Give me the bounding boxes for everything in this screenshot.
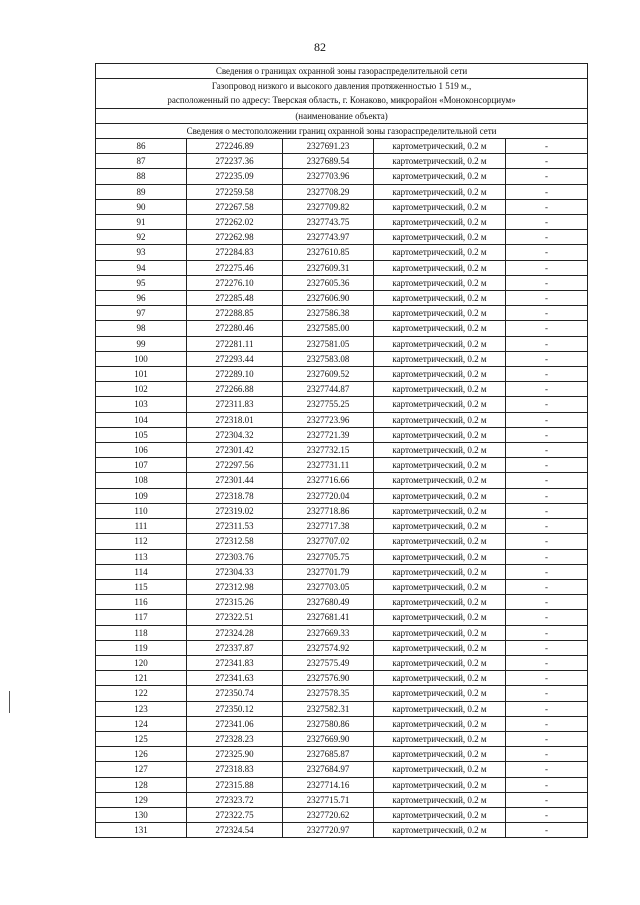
coord-x-cell: 272318.78 [187,488,283,503]
coord-y-cell: 2327701.79 [283,564,374,579]
point-number-cell: 115 [96,579,187,594]
coord-x-cell: 272311.53 [187,519,283,534]
method-cell: картометрический, 0.2 м [374,686,506,701]
note-cell: - [506,351,588,366]
coord-x-cell: 272280.46 [187,321,283,336]
coord-y-cell: 2327708.29 [283,184,374,199]
coord-y-cell: 2327716.66 [283,473,374,488]
coord-y-cell: 2327689.54 [283,154,374,169]
method-cell: картометрический, 0.2 м [374,731,506,746]
note-cell: - [506,473,588,488]
table-row [96,351,588,366]
method-cell: картометрический, 0.2 м [374,291,506,306]
coord-x-cell: 272276.10 [187,275,283,290]
coord-y-cell: 2327586.38 [283,306,374,321]
coord-x-cell: 272318.83 [187,762,283,777]
object-caption: (наименование объекта) [96,108,588,123]
point-number-cell: 130 [96,807,187,822]
note-cell: - [506,139,588,154]
method-cell: картометрический, 0.2 м [374,321,506,336]
method-cell: картометрический, 0.2 м [374,655,506,670]
table-row [96,503,588,518]
coord-y-cell: 2327744.87 [283,382,374,397]
coord-x-cell: 272341.63 [187,671,283,686]
coord-y-cell: 2327581.05 [283,336,374,351]
table-row [96,762,588,777]
coord-x-cell: 272322.51 [187,610,283,625]
coord-x-cell: 272267.58 [187,199,283,214]
coord-y-cell: 2327720.97 [283,823,374,838]
point-number-cell: 119 [96,640,187,655]
table-row [96,716,588,731]
table-row [96,640,588,655]
coord-x-cell: 272324.54 [187,823,283,838]
point-number-cell: 103 [96,397,187,412]
coord-x-cell: 272304.33 [187,564,283,579]
method-cell: картометрический, 0.2 м [374,671,506,686]
table-row [96,275,588,290]
note-cell: - [506,275,588,290]
coord-y-cell: 2327723.96 [283,412,374,427]
table-row [96,230,588,245]
table-row [96,792,588,807]
note-cell: - [506,184,588,199]
table-row [96,595,588,610]
coord-x-cell: 272315.88 [187,777,283,792]
point-number-cell: 88 [96,169,187,184]
method-cell: картометрический, 0.2 м [374,154,506,169]
point-number-cell: 89 [96,184,187,199]
table-row [96,534,588,549]
table-row [96,777,588,792]
method-cell: картометрический, 0.2 м [374,610,506,625]
object-row [96,79,588,108]
coord-x-cell: 272324.28 [187,625,283,640]
method-cell: картометрический, 0.2 м [374,397,506,412]
coord-y-cell: 2327703.96 [283,169,374,184]
coord-y-cell: 2327575.49 [283,655,374,670]
point-number-cell: 99 [96,336,187,351]
method-cell: картометрический, 0.2 м [374,427,506,442]
coord-y-cell: 2327578.35 [283,686,374,701]
coord-x-cell: 272275.46 [187,260,283,275]
coord-x-cell: 272315.26 [187,595,283,610]
method-cell: картометрический, 0.2 м [374,701,506,716]
method-cell: картометрический, 0.2 м [374,473,506,488]
method-cell: картометрический, 0.2 м [374,807,506,822]
point-number-cell: 96 [96,291,187,306]
note-cell: - [506,367,588,382]
note-cell: - [506,792,588,807]
note-cell: - [506,291,588,306]
point-number-cell: 108 [96,473,187,488]
point-number-cell: 126 [96,747,187,762]
note-cell: - [506,321,588,336]
note-cell: - [506,260,588,275]
coord-x-cell: 272350.74 [187,686,283,701]
method-cell: картометрический, 0.2 м [374,215,506,230]
note-cell: - [506,519,588,534]
coord-x-cell: 272289.10 [187,367,283,382]
coord-y-cell: 2327743.97 [283,230,374,245]
coord-x-cell: 272312.58 [187,534,283,549]
method-cell: картометрический, 0.2 м [374,260,506,275]
table-row [96,367,588,382]
table-row [96,625,588,640]
coord-y-cell: 2327732.15 [283,443,374,458]
method-cell: картометрический, 0.2 м [374,382,506,397]
coord-x-cell: 272328.23 [187,731,283,746]
coord-x-cell: 272281.11 [187,336,283,351]
coord-y-cell: 2327580.86 [283,716,374,731]
note-cell: - [506,716,588,731]
note-cell: - [506,169,588,184]
method-cell: картометрический, 0.2 м [374,306,506,321]
method-cell: картометрический, 0.2 м [374,792,506,807]
point-number-cell: 104 [96,412,187,427]
table-row [96,154,588,169]
point-number-cell: 100 [96,351,187,366]
note-cell: - [506,549,588,564]
method-cell: картометрический, 0.2 м [374,640,506,655]
point-number-cell: 113 [96,549,187,564]
coord-y-cell: 2327731.11 [283,458,374,473]
coord-y-cell: 2327718.86 [283,503,374,518]
point-number-cell: 92 [96,230,187,245]
coord-x-cell: 272323.72 [187,792,283,807]
point-number-cell: 110 [96,503,187,518]
coord-x-cell: 272266.88 [187,382,283,397]
method-cell: картометрический, 0.2 м [374,443,506,458]
point-number-cell: 129 [96,792,187,807]
note-cell: - [506,397,588,412]
coord-y-cell: 2327714.16 [283,777,374,792]
coord-x-cell: 272237.36 [187,154,283,169]
table-row [96,336,588,351]
note-cell: - [506,671,588,686]
table-row [96,306,588,321]
coord-x-cell: 272311.83 [187,397,283,412]
point-number-cell: 122 [96,686,187,701]
table-row [96,747,588,762]
point-number-cell: 102 [96,382,187,397]
coord-x-cell: 272319.02 [187,503,283,518]
coord-y-cell: 2327709.82 [283,199,374,214]
method-cell: картометрический, 0.2 м [374,625,506,640]
table-row [96,412,588,427]
table-row [96,564,588,579]
coord-x-cell: 272303.76 [187,549,283,564]
coord-x-cell: 272288.85 [187,306,283,321]
point-number-cell: 109 [96,488,187,503]
coord-x-cell: 272341.06 [187,716,283,731]
coord-y-cell: 2327609.31 [283,260,374,275]
table-row [96,443,588,458]
point-number-cell: 124 [96,716,187,731]
table-row [96,579,588,594]
coord-x-cell: 272312.98 [187,579,283,594]
coord-y-cell: 2327684.97 [283,762,374,777]
coord-y-cell: 2327605.36 [283,275,374,290]
point-number-cell: 114 [96,564,187,579]
coord-y-cell: 2327669.90 [283,731,374,746]
table-row [96,458,588,473]
table-row [96,382,588,397]
point-number-cell: 120 [96,655,187,670]
note-cell: - [506,336,588,351]
method-cell: картометрический, 0.2 м [374,275,506,290]
point-number-cell: 131 [96,823,187,838]
note-cell: - [506,488,588,503]
note-cell: - [506,534,588,549]
table-row [96,245,588,260]
coord-y-cell: 2327583.08 [283,351,374,366]
coord-y-cell: 2327680.49 [283,595,374,610]
point-number-cell: 118 [96,625,187,640]
coord-y-cell: 2327582.31 [283,701,374,716]
point-number-cell: 106 [96,443,187,458]
coord-y-cell: 2327609.52 [283,367,374,382]
method-cell: картометрический, 0.2 м [374,716,506,731]
method-cell: картометрический, 0.2 м [374,351,506,366]
point-number-cell: 90 [96,199,187,214]
coord-y-cell: 2327669.33 [283,625,374,640]
coord-x-cell: 272350.12 [187,701,283,716]
method-cell: картометрический, 0.2 м [374,519,506,534]
point-number-cell: 123 [96,701,187,716]
note-cell: - [506,382,588,397]
note-cell: - [506,686,588,701]
point-number-cell: 105 [96,427,187,442]
point-number-cell: 121 [96,671,187,686]
table-row [96,199,588,214]
method-cell: картометрический, 0.2 м [374,488,506,503]
point-number-cell: 112 [96,534,187,549]
coord-x-cell: 272235.09 [187,169,283,184]
coord-y-cell: 2327721.39 [283,427,374,442]
coord-y-cell: 2327681.41 [283,610,374,625]
table-row [96,807,588,822]
note-cell: - [506,230,588,245]
method-cell: картометрический, 0.2 м [374,747,506,762]
coord-x-cell: 272301.42 [187,443,283,458]
point-number-cell: 94 [96,260,187,275]
table-row [96,473,588,488]
table-row [96,215,588,230]
method-cell: картометрический, 0.2 м [374,503,506,518]
coord-y-cell: 2327610.85 [283,245,374,260]
coord-y-cell: 2327691.23 [283,139,374,154]
note-cell: - [506,458,588,473]
point-number-cell: 127 [96,762,187,777]
coord-y-cell: 2327755.25 [283,397,374,412]
method-cell: картометрический, 0.2 м [374,199,506,214]
coord-x-cell: 272337.87 [187,640,283,655]
coord-y-cell: 2327743.75 [283,215,374,230]
note-cell: - [506,245,588,260]
table-row [96,671,588,686]
coord-y-cell: 2327576.90 [283,671,374,686]
method-cell: картометрический, 0.2 м [374,230,506,245]
coord-x-cell: 272318.01 [187,412,283,427]
note-cell: - [506,640,588,655]
point-number-cell: 101 [96,367,187,382]
note-cell: - [506,215,588,230]
coord-x-cell: 272284.83 [187,245,283,260]
coord-x-cell: 272293.44 [187,351,283,366]
note-cell: - [506,412,588,427]
page-number: 82 [314,40,326,54]
boundary-table [95,63,588,838]
coord-x-cell: 272325.90 [187,747,283,762]
coord-x-cell: 272262.02 [187,215,283,230]
table-row [96,291,588,306]
coord-x-cell: 272341.83 [187,655,283,670]
table-row [96,139,588,154]
subtitle-row [96,123,588,138]
point-number-cell: 111 [96,519,187,534]
object-name [96,79,588,108]
coord-y-cell: 2327703.05 [283,579,374,594]
table-row [96,519,588,534]
table-row [96,488,588,503]
point-number-cell: 91 [96,215,187,230]
note-cell: - [506,655,588,670]
method-cell: картометрический, 0.2 м [374,762,506,777]
note-cell: - [506,427,588,442]
point-number-cell: 93 [96,245,187,260]
point-number-cell: 128 [96,777,187,792]
table-row [96,701,588,716]
caption-row [96,108,588,123]
note-cell: - [506,564,588,579]
method-cell: картометрический, 0.2 м [374,169,506,184]
coord-x-cell: 272246.89 [187,139,283,154]
note-cell: - [506,823,588,838]
table-title: Сведения о границах охранной зоны газораспределительной сети [96,64,588,79]
point-number-cell: 95 [96,275,187,290]
method-cell: картометрический, 0.2 м [374,367,506,382]
method-cell: картометрический, 0.2 м [374,245,506,260]
coord-x-cell: 272322.75 [187,807,283,822]
method-cell: картометрический, 0.2 м [374,412,506,427]
coord-x-cell: 272259.58 [187,184,283,199]
note-cell: - [506,154,588,169]
method-cell: картометрический, 0.2 м [374,564,506,579]
method-cell: картометрический, 0.2 м [374,458,506,473]
table-row [96,549,588,564]
note-cell: - [506,762,588,777]
table-row [96,655,588,670]
method-cell: картометрический, 0.2 м [374,777,506,792]
point-number-cell: 107 [96,458,187,473]
title-row [96,64,588,79]
note-cell: - [506,625,588,640]
table-row [96,169,588,184]
method-cell: картометрический, 0.2 м [374,595,506,610]
note-cell: - [506,443,588,458]
method-cell: картометрический, 0.2 м [374,823,506,838]
note-cell: - [506,777,588,792]
note-cell: - [506,610,588,625]
note-cell: - [506,807,588,822]
point-number-cell: 117 [96,610,187,625]
table-row [96,397,588,412]
table-row [96,427,588,442]
note-cell: - [506,731,588,746]
method-cell: картометрический, 0.2 м [374,534,506,549]
coord-y-cell: 2327685.87 [283,747,374,762]
note-cell: - [506,579,588,594]
point-number-cell: 87 [96,154,187,169]
note-cell: - [506,503,588,518]
method-cell: картометрический, 0.2 м [374,579,506,594]
point-number-cell: 116 [96,595,187,610]
point-number-cell: 97 [96,306,187,321]
method-cell: картометрический, 0.2 м [374,549,506,564]
note-cell: - [506,199,588,214]
coord-y-cell: 2327720.04 [283,488,374,503]
point-number-cell: 98 [96,321,187,336]
note-cell: - [506,595,588,610]
coord-y-cell: 2327717.38 [283,519,374,534]
coord-y-cell: 2327705.75 [283,549,374,564]
object-name-line2: расположенный по адресу: Тверская область, г. Конаково, микрорайон «Моноконсорциум» [167,95,516,106]
coord-y-cell: 2327715.71 [283,792,374,807]
coord-y-cell: 2327574.92 [283,640,374,655]
table-row [96,686,588,701]
table-row [96,260,588,275]
coord-x-cell: 272285.48 [187,291,283,306]
coord-x-cell: 272262.98 [187,230,283,245]
method-cell: картометрический, 0.2 м [374,184,506,199]
coord-x-cell: 272301.44 [187,473,283,488]
table-row [96,610,588,625]
coord-y-cell: 2327606.90 [283,291,374,306]
note-cell: - [506,747,588,762]
note-cell: - [506,306,588,321]
table-row [96,184,588,199]
table-row [96,731,588,746]
coord-y-cell: 2327585.00 [283,321,374,336]
table-subtitle: Сведения о местоположении границ охранной зоны газораспределительной сети [96,123,588,138]
coord-y-cell: 2327707.02 [283,534,374,549]
note-cell: - [506,701,588,716]
point-number-cell: 125 [96,731,187,746]
coord-y-cell: 2327720.62 [283,807,374,822]
point-number-cell: 86 [96,139,187,154]
margin-mark [9,691,10,713]
method-cell: картометрический, 0.2 м [374,139,506,154]
coord-x-cell: 272297.56 [187,458,283,473]
method-cell: картометрический, 0.2 м [374,336,506,351]
table-row [96,321,588,336]
table-row [96,823,588,838]
object-name-line1: Газопровод низкого и высокого давления протяженностью 1 519 м., [211,81,472,92]
coord-x-cell: 272304.32 [187,427,283,442]
